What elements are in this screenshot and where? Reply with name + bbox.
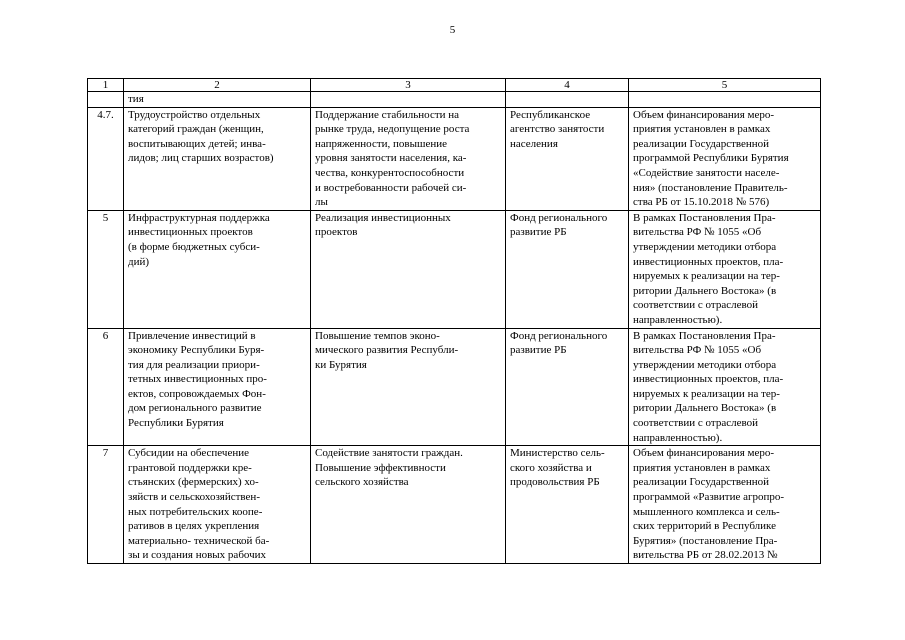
measures-table [87,78,821,564]
executor-cell: Республиканское агентство занятости населения [506,107,629,210]
measure-cell: Трудоустройство отдельных категорий граждан (женщин, воспитывающих детей; инва- лидов; лиц старших возрастов) [124,107,311,210]
financing-cell: В рамках Постановления Пра- вительства РФ № 1055 «Об утверждении методики отбора инвестиционных проектов, пла- нируемых к реализации на тер- ритории Дальнего Востока» (в соответствии с отраслевой направленностью). [629,210,821,328]
table-row [88,210,821,328]
goal-cell: Реализация инвестиционных проектов [311,210,506,328]
executor-cell: Фонд регионального развитие РБ [506,328,629,446]
financing-cell: Объем финансирования меро- приятия установлен в рамках реализации Государственной программой «Развитие агропро- мышленного комплекса и сель- ских территорий в Республике Бурятия» (постановление Пра- вительства РБ от 28.02.2013 № [629,446,821,564]
table-row [88,446,821,564]
page-number: 5 [449,24,456,36]
goal-cell [311,92,506,108]
goal-cell: Поддержание стабильности на рынке труда, недопущение роста напряженности, повышение уровня занятости населения, ка- чества, конкурентоспособности и востребованности рабочей си- лы [311,107,506,210]
measure-cell: Субсидии на обеспечение грантовой поддержки кре- стьянских (фермерских) хо- зяйств и сельскохозяйствен- ных потребительских коопе- ративов в целях укрепления материально- технической ба- зы и создания новых рабочих [124,446,311,564]
row-number-cell: 5 [88,210,124,328]
row-number-cell [88,92,124,108]
header-cell-col4: 4 [506,79,629,92]
table-header-row [88,79,821,92]
table-row [88,328,821,446]
executor-cell: Министерство сель- ского хозяйства и продовольствия РБ [506,446,629,564]
financing-cell: В рамках Постановления Пра- вительства РФ № 1055 «Об утверждении методики отбора инвестиционных проектов, пла- нируемых к реализации на тер- ритории Дальнего Востока» (в соответствии с отраслевой направленностью). [629,328,821,446]
table-row [88,107,821,210]
executor-cell [506,92,629,108]
executor-cell: Фонд регионального развитие РБ [506,210,629,328]
financing-cell: Объем финансирования меро- приятия установлен в рамках реализации Государственной программой Республики Бурятия «Содействие занятости населе- ния» (постановление Правитель- ства РБ от 15.10.2018 № 576) [629,107,821,210]
financing-cell [629,92,821,108]
measure-cell: Инфраструктурная поддержка инвестиционных проектов (в форме бюджетных субси- дий) [124,210,311,328]
header-cell-col3: 3 [311,79,506,92]
row-number-cell: 7 [88,446,124,564]
header-cell-col2: 2 [124,79,311,92]
goal-cell: Повышение темпов эконо- мического развития Республи- ки Бурятия [311,328,506,446]
header-cell-col1: 1 [88,79,124,92]
measure-cell: тия [124,92,311,108]
row-number-cell: 6 [88,328,124,446]
header-cell-col5: 5 [629,79,821,92]
goal-cell: Содействие занятости граждан. Повышение эффективности сельского хозяйства [311,446,506,564]
table-row [88,92,821,108]
row-number-cell: 4.7. [88,107,124,210]
measure-cell: Привлечение инвестиций в экономику Республики Буря- тия для реализации приори- тетных инвестиционных про- ектов, сопровождаемых Фон- дом регионального развитие Республики Бурятия [124,328,311,446]
